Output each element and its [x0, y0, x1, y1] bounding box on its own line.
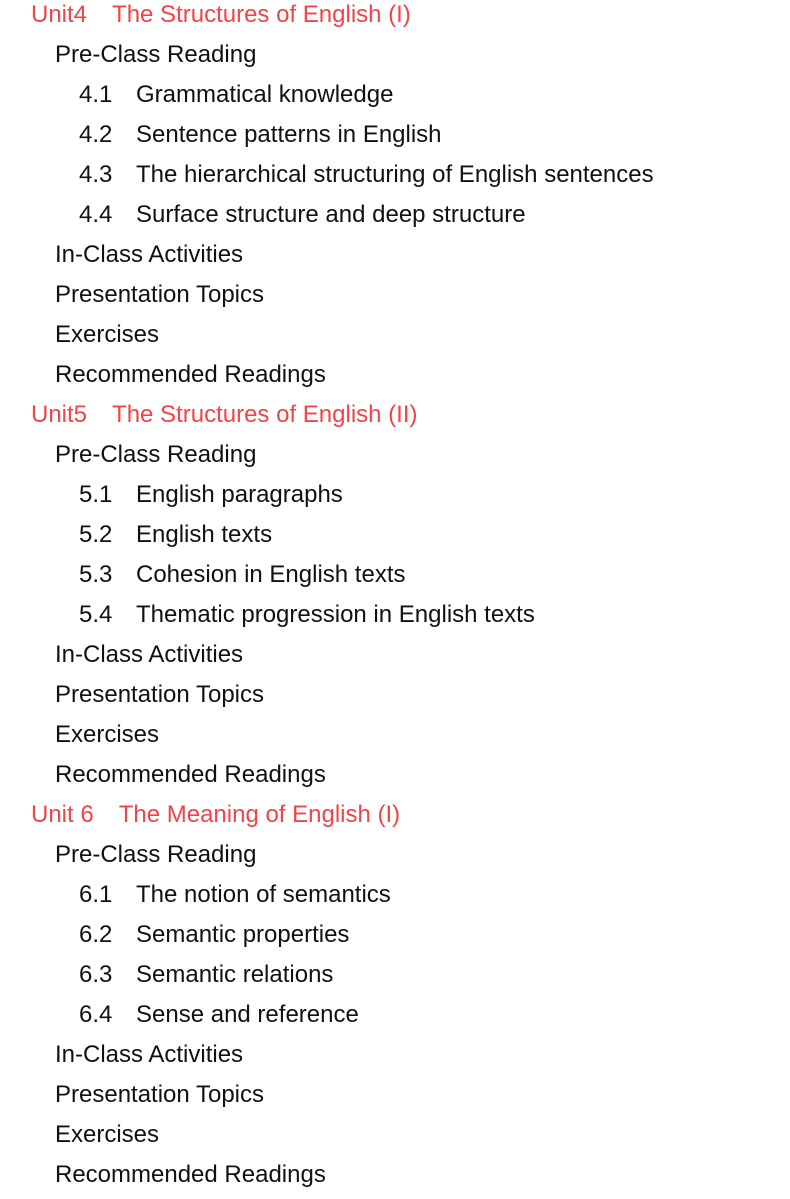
toc-subsection[interactable]	[0, 995, 790, 1035]
unit-number: Unit4	[31, 1, 88, 28]
toc-entry-recommended-readings[interactable]: Recommended Readings	[55, 761, 326, 788]
toc-subsection[interactable]	[0, 475, 790, 515]
toc-entry-presentation-topics[interactable]: Presentation Topics	[55, 1081, 265, 1108]
toc-entry-recommended-readings[interactable]: Recommended Readings	[55, 1161, 326, 1188]
toc-entry-in-class-activities[interactable]: In-Class Activities	[55, 241, 244, 268]
unit-heading[interactable]	[0, 395, 790, 435]
toc-subsection[interactable]	[0, 875, 790, 915]
unit-title: The Structures of English (I)	[112, 1, 411, 28]
unit-number: Unit 6	[31, 801, 94, 828]
toc-entry-presentation-topics[interactable]: Presentation Topics	[55, 681, 265, 708]
subsection-title: Cohesion in English texts	[136, 561, 406, 588]
toc-subsection[interactable]	[0, 75, 790, 115]
subsection-number: 6.4	[79, 1001, 113, 1028]
toc-entry-exercises[interactable]: Exercises	[55, 1121, 160, 1148]
subsection-number: 4.1	[79, 81, 113, 108]
toc-entry-exercises[interactable]: Exercises	[55, 321, 160, 348]
toc-entry-in-class-activities[interactable]: In-Class Activities	[55, 641, 244, 668]
unit-title: The Meaning of English (I)	[118, 801, 401, 828]
subsection-title: The notion of semantics	[136, 881, 391, 908]
toc-subsection[interactable]	[0, 515, 790, 555]
toc-entry-recommended-readings[interactable]: Recommended Readings	[55, 361, 326, 388]
toc-entry-exercises[interactable]: Exercises	[55, 721, 160, 748]
subsection-number: 4.2	[79, 121, 113, 148]
subsection-title: The hierarchical structuring of English sentences	[136, 161, 654, 188]
subsection-title: Semantic properties	[136, 921, 350, 948]
toc-subsection[interactable]	[0, 915, 790, 955]
subsection-title: Grammatical knowledge	[136, 81, 394, 108]
subsection-title: Semantic relations	[136, 961, 334, 988]
toc-subsection[interactable]	[0, 115, 790, 155]
subsection-number: 5.2	[79, 521, 113, 548]
toc-subsection[interactable]	[0, 195, 790, 235]
subsection-number: 6.3	[79, 961, 113, 988]
unit-title: The Structures of English (II)	[112, 401, 418, 428]
toc-entry-in-class-activities[interactable]: In-Class Activities	[55, 1041, 244, 1068]
subsection-number: 5.4	[79, 601, 113, 628]
subsection-title: Surface structure and deep structure	[136, 201, 526, 228]
toc-subsection[interactable]	[0, 555, 790, 595]
toc-entry-pre-class-reading[interactable]: Pre-Class Reading	[55, 441, 257, 468]
subsection-number: 4.4	[79, 201, 113, 228]
subsection-number: 5.1	[79, 481, 113, 508]
subsection-number: 6.2	[79, 921, 113, 948]
subsection-title: English paragraphs	[136, 481, 343, 508]
subsection-number: 6.1	[79, 881, 113, 908]
subsection-title: Sentence patterns in English	[136, 121, 442, 148]
unit-number: Unit5	[31, 401, 88, 428]
toc-subsection[interactable]	[0, 155, 790, 195]
subsection-title: Thematic progression in English texts	[136, 601, 535, 628]
toc-subsection[interactable]	[0, 955, 790, 995]
subsection-number: 4.3	[79, 161, 113, 188]
unit-heading[interactable]	[0, 795, 790, 835]
subsection-number: 5.3	[79, 561, 113, 588]
unit-heading[interactable]	[0, 0, 790, 35]
subsection-title: Sense and reference	[136, 1001, 359, 1028]
toc-subsection[interactable]	[0, 595, 790, 635]
subsection-title: English texts	[136, 521, 273, 548]
toc-entry-pre-class-reading[interactable]: Pre-Class Reading	[55, 841, 257, 868]
toc-entry-presentation-topics[interactable]: Presentation Topics	[55, 281, 265, 308]
toc-entry-pre-class-reading[interactable]: Pre-Class Reading	[55, 41, 257, 68]
